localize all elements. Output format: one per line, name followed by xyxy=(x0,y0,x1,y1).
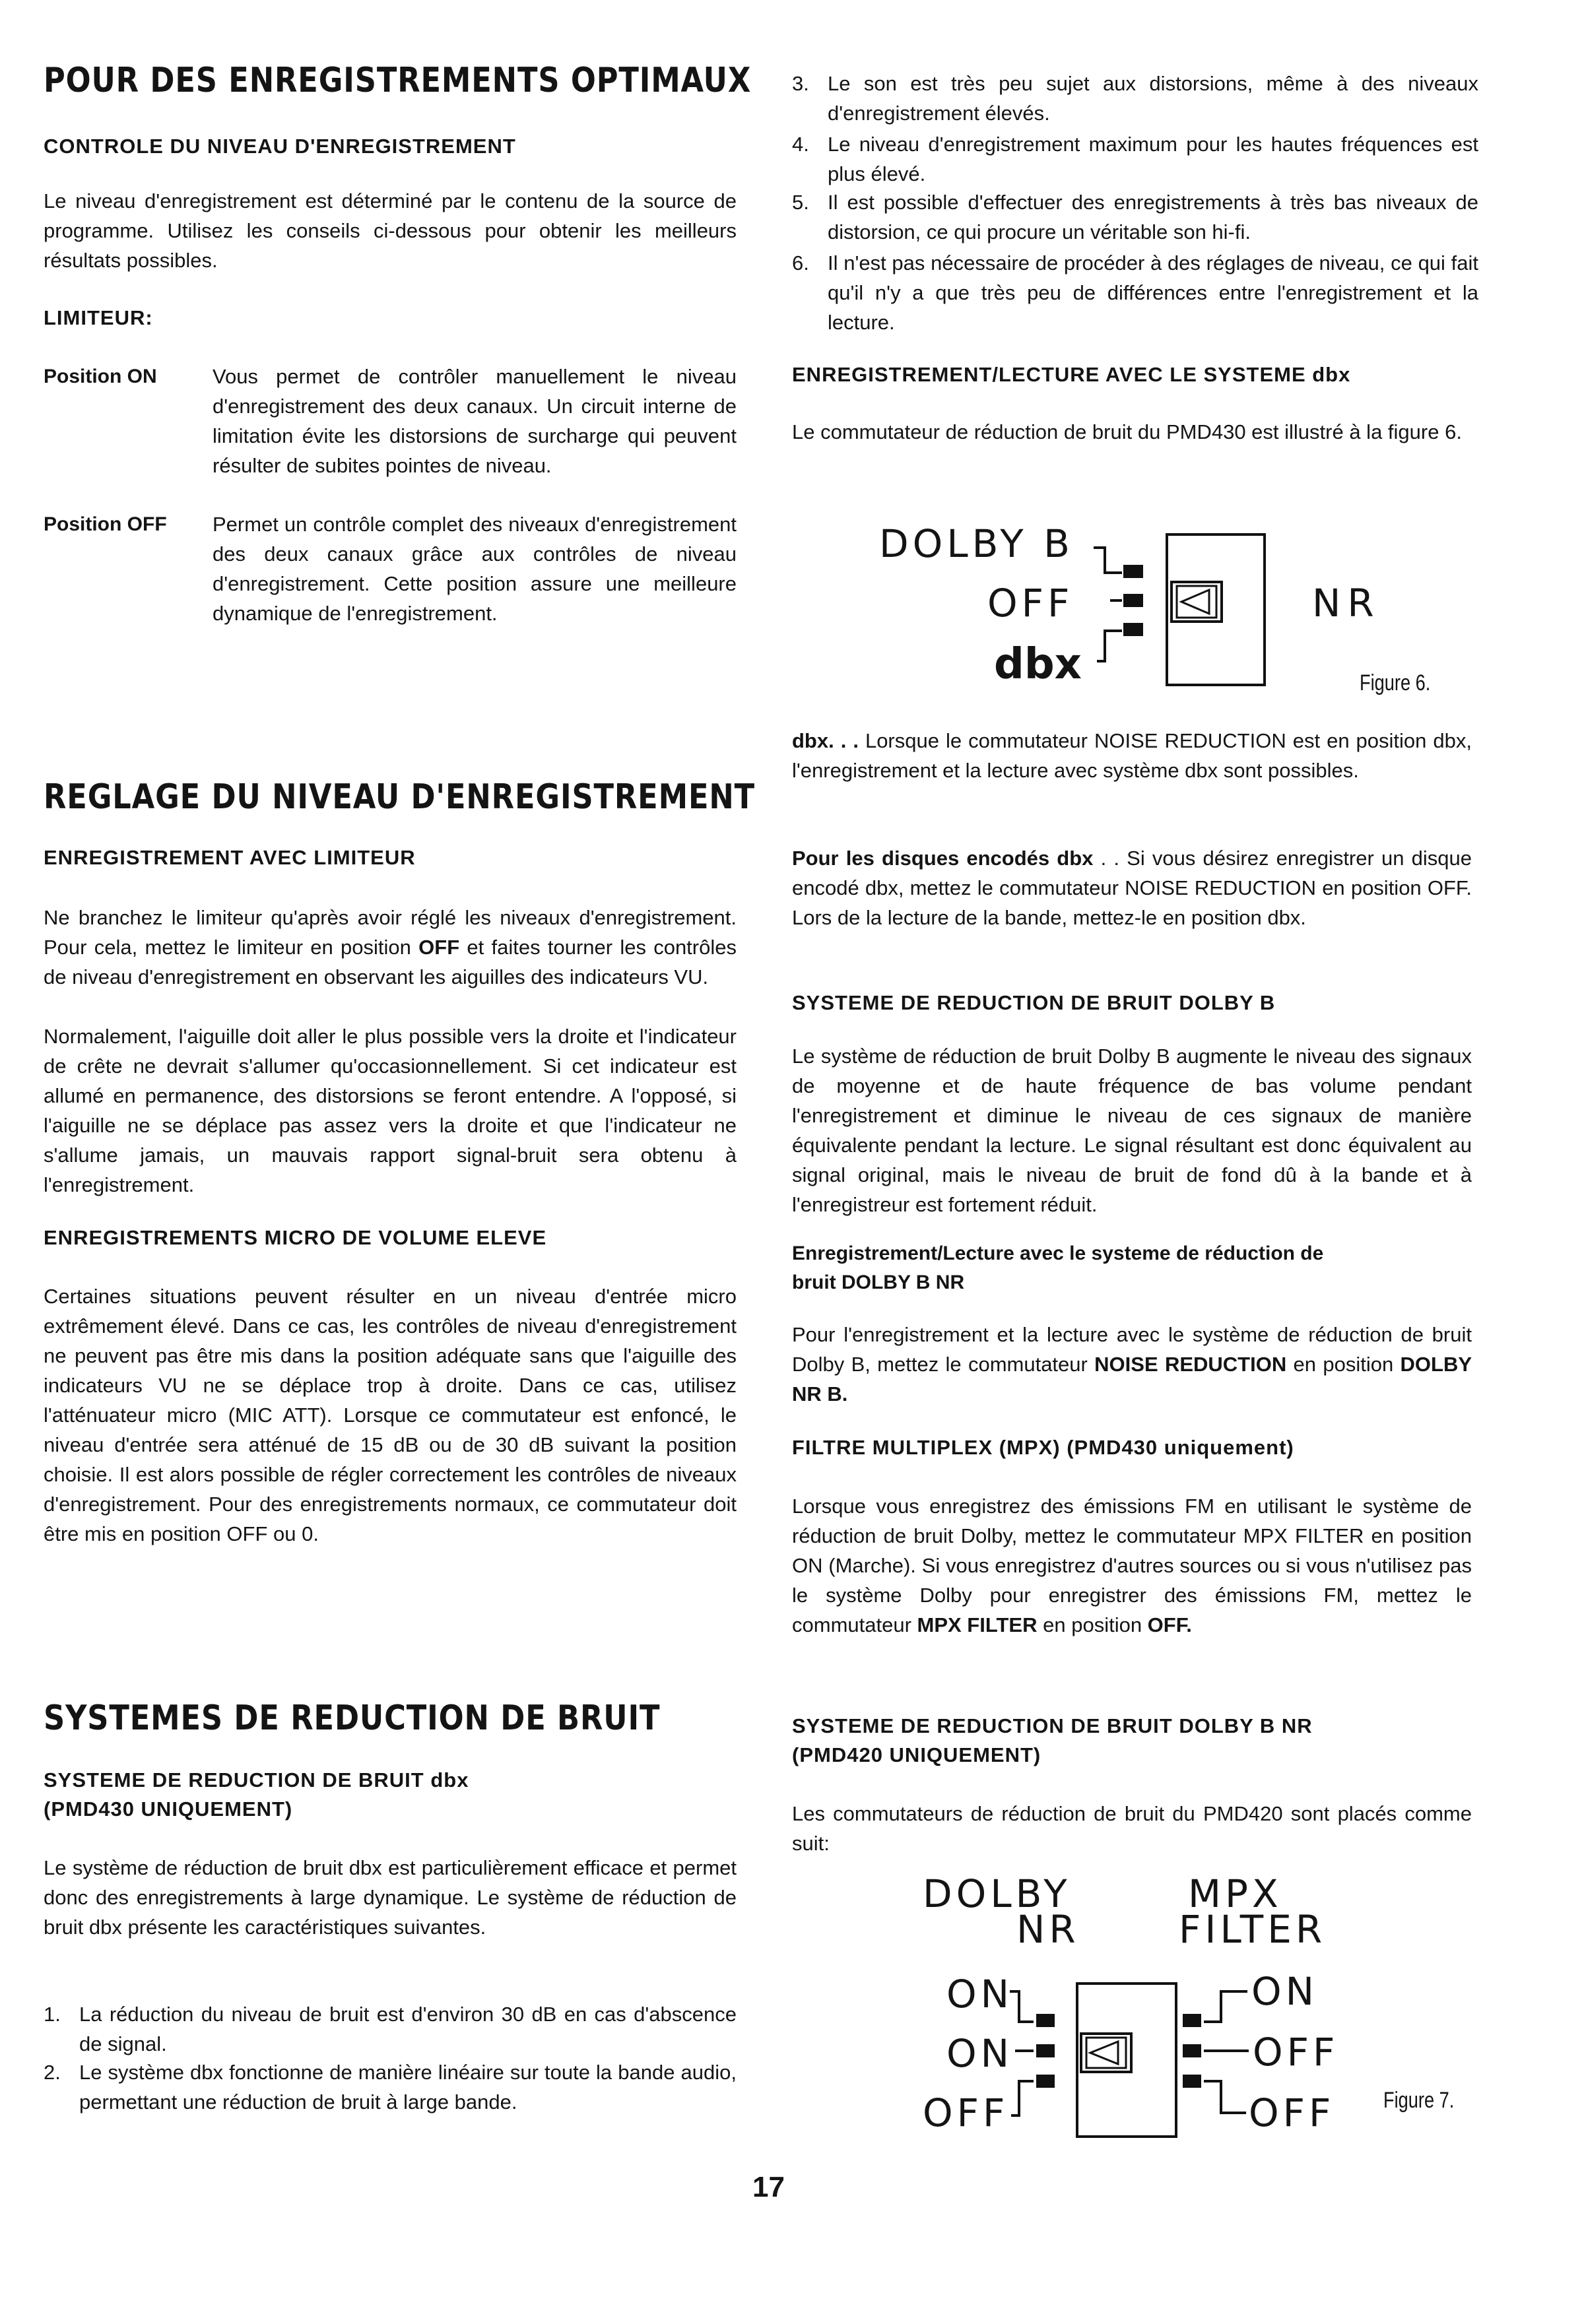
fig7-mpx-off2-label: OFF xyxy=(1249,2090,1335,2135)
fig7-right-off2-marker xyxy=(1183,2075,1201,2088)
subheading-dbx-a: SYSTEME DE REDUCTION DE BRUIT dbx xyxy=(44,1768,469,1791)
figure-6 xyxy=(792,508,1478,706)
subheading-limiteur2: ENREGISTREMENT AVEC LIMITEUR xyxy=(44,846,416,869)
title-reduction: SYSTEMES DE REDUCTION DE BRUIT xyxy=(44,1698,661,1738)
fig7-right-off-marker xyxy=(1183,2044,1201,2057)
paragraph-mpx: Lorsque vous enregistrez des émissions FM en utilisant le système de réduction de bruit Dolby, mettez le commutateur MPX FILTER en position ON (Marche). Si vous enregistrez d'autres sources ou si vous n'utilisez pas le système Dolby pour enregistrer des émissions FM, mettez le commutateur MPX FILTER en position OFF. xyxy=(792,1495,1472,1636)
paragraph-micro: Certaines situations peuvent résulter en un niveau d'entrée micro extrêmement élevé. Dans ce cas, les contrôles de niveau d'enregistrement ne peuvent pas être mis dans la position adéquate sans que l'aiguille des indicateurs VU ne se déplace trop à droite. Dans ce cas, utilisez l'atténuateur micro (MIC ATT). Lorsque ce commutateur est enfoncé, le niveau d'entrée sera atténué de 15 dB ou de 30 dB suivant la position choisie. Il est alors possible de régler correctement les contrôles de niveaux d'enregistrement. Pour des enregistrements normaux, ce commutateur doit être mis en position OFF ou 0. xyxy=(44,1285,737,1545)
figure-7 xyxy=(792,1871,1478,2155)
paragraph-dbx: Le système de réduction de bruit dbx est particulièrement efficace et permet donc des enregistrements à large dynamique. Le système de réduction de bruit dbx présente les caractéristiques suivantes. xyxy=(44,1856,737,1939)
subheading-mpx: FILTRE MULTIPLEX (MPX) (PMD430 uniquement) xyxy=(792,1436,1294,1459)
paragraph-dbx-system: Le commutateur de réduction de bruit du PMD430 est illustré à la figure 6. xyxy=(792,420,1462,443)
list-item: 2. Le système dbx fonctionne de manière linéaire sur toute la bande audio, permettant une réduction de bruit à large bande. xyxy=(44,2061,737,2114)
fig6-dolby-label: DOLBY B xyxy=(879,521,1074,566)
fig6-off-label: OFF xyxy=(987,581,1074,626)
fig7-filter-label: FILTER xyxy=(1179,1907,1327,1952)
paragraph-dbx-mode: dbx. . . Lorsque le commutateur NOISE REDUCTION est en position dbx, l'enregistrement et la lecture avec système dbx sont possibles. xyxy=(792,729,1472,782)
paragraph-limiteur2: Normalement, l'aiguille doit aller le plus possible vers la droite et l'indicateur de crête ne devrait s'allumer qu'occasionnellement. Si cet indicateur est allumé en permanence, des distorsions se feront entendre. A l'opposé, si l'aiguille ne se déplace pas assez vers la droite et que l'indicateur ne s'allume jamais, un mauvais rapport signal-bruit sera obtenu à l'enregistrement. xyxy=(44,1025,737,1196)
fig7-dolby-label: DOLBY xyxy=(923,1871,1071,1916)
subheading-pmd420-a: SYSTEME DE REDUCTION DE BRUIT DOLBY B NR xyxy=(792,1714,1313,1737)
position-off-label: Position OFF xyxy=(44,513,167,535)
dolby-position-marker xyxy=(1123,565,1143,578)
fig7-left-off-marker xyxy=(1036,2075,1055,2088)
fig7-dolby-on-label: ON xyxy=(946,1972,1014,2017)
switch-arrow-icon xyxy=(1181,590,1209,614)
subheading-micro: ENREGISTREMENTS MICRO DE VOLUME ELEVE xyxy=(44,1226,547,1249)
subheading-dbx-system: ENREGISTREMENT/LECTURE AVEC LE SYSTEME dbx xyxy=(792,363,1351,386)
subheading-dolby: SYSTEME DE REDUCTION DE BRUIT DOLBY B xyxy=(792,991,1276,1014)
dolby-leader-line xyxy=(1094,548,1122,573)
fig7-left-on-leader xyxy=(1010,1991,1034,2022)
page-number: 17 xyxy=(752,2171,785,2203)
figure-7-caption: Figure 7. xyxy=(1383,2088,1455,2113)
paragraph-limiteur: Ne branchez le limiteur qu'après avoir réglé les niveaux d'enregistrement. Pour cela, mettez le limiteur en position OFF et faites tourner les contrôles de niveau d'enregistrement en observant les aiguilles des indicateurs VU. xyxy=(44,906,737,988)
paragraph-pmd420: Les commutateurs de réduction de bruit du PMD420 sont placés comme suit: xyxy=(792,1802,1472,1855)
fig7-right-on-leader xyxy=(1204,1991,1247,2022)
fig7-switch-drawing xyxy=(792,1871,1478,2155)
position-on-text: Vous permet de contrôler manuellement le niveau d'enregistrement des deux canaux. Un circuit interne de limitation évite les distorsions de surcharge qui peuvent résulter de subites pointes de niveau. xyxy=(213,365,737,477)
fig7-dolby-on2-label: ON xyxy=(946,2031,1014,2076)
subheading-enregistrement-a: Enregistrement/Lecture avec le systeme de réduction de xyxy=(792,1243,1324,1264)
fig7-right-on-marker xyxy=(1183,2014,1201,2027)
fig7-left-on-marker xyxy=(1036,2014,1055,2027)
fig7-left-on2-marker xyxy=(1036,2044,1055,2057)
list-item: 5. Il est possible d'effectuer des enregistrements à très bas niveaux de distorsion, ce qui procure un véritable son hi-fi. xyxy=(792,191,1478,243)
fig6-dbx-label: dbx xyxy=(994,640,1082,689)
subheading-controle: CONTROLE DU NIVEAU D'ENREGISTREMENT xyxy=(44,135,516,158)
figure-6-caption: Figure 6. xyxy=(1360,670,1431,695)
subheading-limiteur: LIMITEUR: xyxy=(44,306,153,329)
list-item: 4. Le niveau d'enregistrement maximum pour les hautes fréquences est plus élevé. xyxy=(792,133,1478,185)
paragraph-disques: Pour les disques encodés dbx . . Si vous désirez enregistrer un disque encodé dbx, mettez le commutateur NOISE REDUCTION en position OFF. Lors de la lecture de la bande, mettez-le en position dbx. xyxy=(792,847,1472,929)
position-on-label: Position ON xyxy=(44,366,157,387)
list-item: 1. La réduction du niveau de bruit est d'environ 30 dB en cas d'abscence de signal. xyxy=(44,2003,737,2055)
paragraph-controle: Le niveau d'enregistrement est déterminé par le contenu de la source de programme. Utilisez les conseils ci-dessous pour obtenir les meilleurs résultats possibles. xyxy=(44,189,737,272)
fig7-switch-arrow-icon xyxy=(1090,2042,1118,2064)
dbx-position-marker xyxy=(1123,623,1143,636)
fig6-nr-label: NR xyxy=(1312,581,1381,626)
title-optimaux: POUR DES ENREGISTREMENTS OPTIMAUX xyxy=(44,61,752,100)
paragraph-dolby: Le système de réduction de bruit Dolby B augmente le niveau des signaux de moyenne et de haute fréquence de bas volume pendant l'enregistrement et diminue le niveau de ces signaux de manière équivalente pendant la lecture. Le signal résultant est donc équivalent au signal original, mais le niveau de bruit de fond dû à la bande et à l'enregistreur est fortement réduit. xyxy=(792,1045,1472,1216)
paragraph-enregistrement: Pour l'enregistrement et la lecture avec le système de réduction de bruit Dolby B, mettez le commutateur NOISE REDUCTION en position DOLBY NR B. xyxy=(792,1323,1472,1405)
title-reglage: REGLAGE DU NIVEAU D'ENREGISTREMENT xyxy=(44,777,756,817)
subheading-pmd420-b: (PMD420 UNIQUEMENT) xyxy=(792,1743,1041,1766)
list-item: 6. Il n'est pas nécessaire de procéder à des réglages de niveau, ce qui fait qu'il n'y a que très peu de différences entre l'enregistrement et la lecture. xyxy=(792,251,1478,334)
off-position-marker xyxy=(1123,594,1143,607)
fig7-dolby-off-label: OFF xyxy=(923,2090,1009,2135)
fig7-mpx-off-label: OFF xyxy=(1253,2030,1339,2075)
fig7-left-off-leader xyxy=(1011,2081,1034,2115)
subheading-dbx-b: (PMD430 UNIQUEMENT) xyxy=(44,1797,293,1821)
fig7-mpx-label: MPX xyxy=(1188,1871,1282,1916)
list-item: 3. Le son est très peu sujet aux distorsions, même à des niveaux d'enregistrement élevés. xyxy=(792,72,1478,125)
fig7-mpx-on-label: ON xyxy=(1251,1969,1319,2014)
fig7-nr-label: NR xyxy=(1016,1907,1080,1952)
position-off-text: Permet un contrôle complet des niveaux d'enregistrement des deux canaux grâce aux contrôles de niveau d'enregistrement. Cette position assure une meilleure dynamique de l'enregistrement. xyxy=(213,513,737,625)
subheading-enregistrement-b: bruit DOLBY B NR xyxy=(792,1272,965,1293)
fig7-right-off2-leader xyxy=(1204,2081,1246,2113)
dbx-leader-line xyxy=(1097,631,1122,661)
